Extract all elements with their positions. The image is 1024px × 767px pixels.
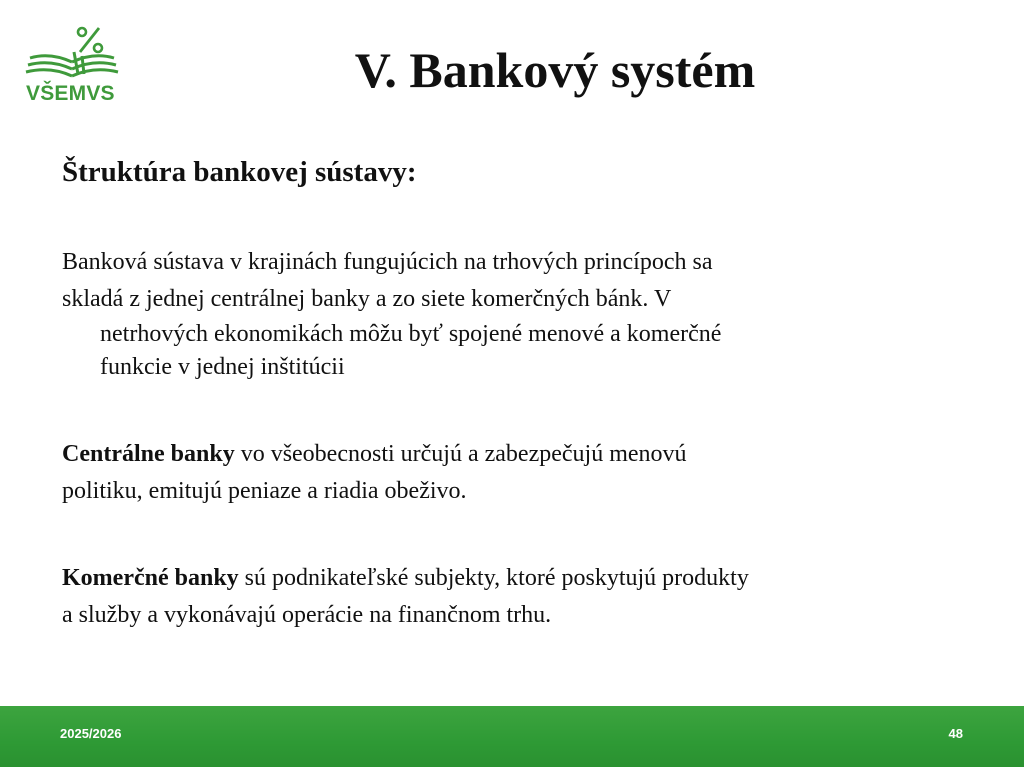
logo-text: VŠEMVS bbox=[26, 82, 115, 105]
paragraph-line: netrhových ekonomikách môžu byť spojené menové a komerčné bbox=[100, 321, 722, 347]
paragraph-line bbox=[62, 436, 992, 473]
paragraph-line bbox=[62, 560, 992, 597]
paragraph-commercial-banks bbox=[62, 560, 992, 634]
paragraph-line: skladá z jednej centrálnej banky a zo siete komerčných bánk. V bbox=[62, 286, 672, 312]
paragraph-line: a služby a vykonávajú operácie na finančnom trhu. bbox=[62, 602, 552, 628]
paragraph-banking-system bbox=[62, 244, 992, 384]
paragraph-line: politiku, emitujú peniaze a riadia obeživo. bbox=[62, 478, 467, 504]
term-central-banks: Centrálne banky bbox=[62, 441, 235, 467]
slide-subtitle: Štruktúra bankovej sústavy: bbox=[62, 156, 417, 188]
slide-title: V. Bankový systém bbox=[354, 42, 756, 98]
paragraph-central-banks bbox=[62, 436, 992, 510]
footer-year: 2025/2026 bbox=[60, 726, 122, 741]
paragraph-line: funkcie v jednej inštitúcii bbox=[100, 354, 345, 380]
paragraph-text: vo všeobecnosti určujú a zabezpečujú menovú bbox=[234, 441, 687, 467]
page-number: 48 bbox=[948, 726, 963, 741]
footer-bar bbox=[0, 706, 1024, 767]
term-commercial-banks: Komerčné banky bbox=[62, 565, 239, 591]
paragraph-line: Banková sústava v krajinách fungujúcich na trhových princípoch sa bbox=[62, 249, 713, 275]
paragraph-text: sú podnikateľské subjekty, ktoré poskytujú produkty bbox=[238, 565, 749, 591]
